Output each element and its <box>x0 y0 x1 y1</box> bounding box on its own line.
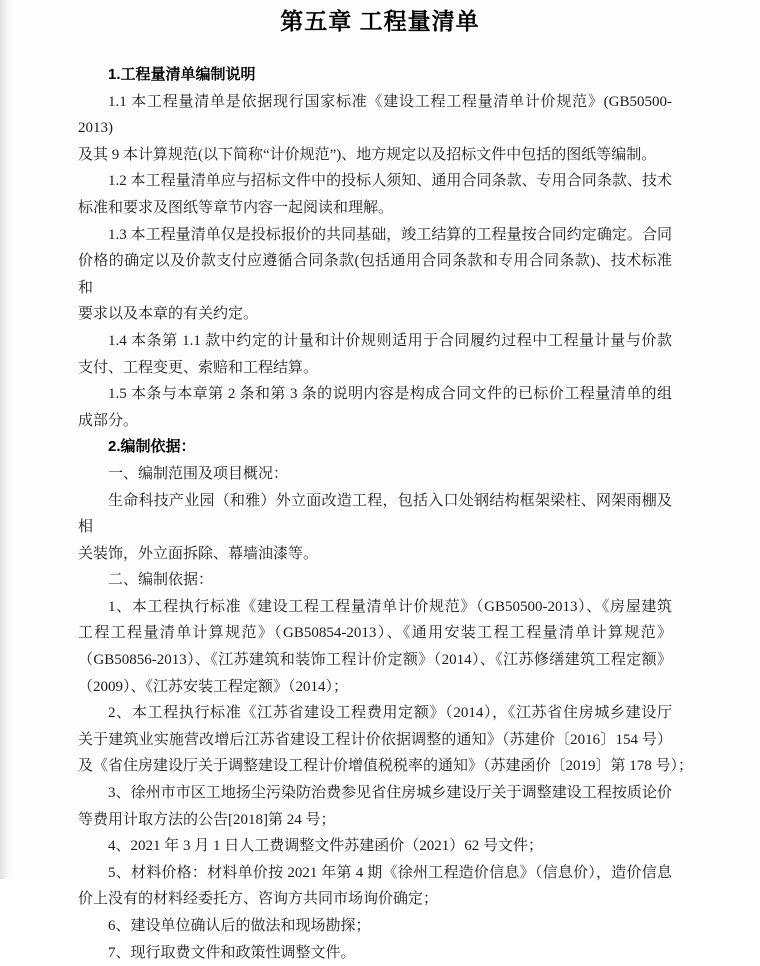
text-line: 及《省住房建设厅关于调整建设工程计价增值税税率的通知》（苏建函价〔2019〕第 178 号）； <box>78 758 694 775</box>
paragraph <box>78 89 672 169</box>
page-title: 第五章 工程量清单 <box>280 8 480 34</box>
paragraph <box>78 168 672 221</box>
text-line: 价格的确定以及价款支付应遵循合同条款(包括通用合同条款和专用合同条款)、技术标准和 <box>78 253 672 296</box>
paragraph <box>78 461 672 488</box>
text-line: 1.4 本条第 1.1 款中约定的计量和计价规则适用于合同履约过程中工程量计量与价款 <box>108 332 672 349</box>
text-line: 1.5 本条与本章第 2 条和第 3 条的说明内容是构成合同文件的已标价工程量清单的组 <box>108 386 672 403</box>
text-line: 生命科技产业园（和雅）外立面改造工程，包括入口处钢结构框架梁柱、网架雨棚及相 <box>78 492 672 536</box>
text-line: 1.3 本工程量清单仅是投标报价的共同基础，竣工结算的工程量按合同约定确定。合同 <box>108 226 672 243</box>
text-line: 工程工程量清单计算规范》（GB50854-2013）、《通用安装工程工程量清单计算规范》 <box>78 625 672 642</box>
text-line: （2009）、《江苏安装工程定额》（2014）； <box>78 678 349 695</box>
section-heading <box>78 62 672 89</box>
paragraph <box>78 381 672 434</box>
text-line: 2.编制依据： <box>108 438 196 456</box>
scan-edge-shadow <box>0 0 14 879</box>
text-line: （GB50856-2013）、《江苏建筑和装饰工程计价定额》（2014）、《江苏修缮建筑工程定额》 <box>78 652 672 669</box>
paragraph <box>78 222 672 328</box>
paragraph <box>78 780 672 833</box>
text-line: 5、材料价格：材料单价按 2021 年第 4 期《徐州工程造价信息》（信息价），造价信息 <box>108 864 672 881</box>
text-line: 要求以及本章的有关约定。 <box>78 306 259 323</box>
text-line: 3、徐州市市区工地扬尘污染防治费参见省住房城乡建设厅关于调整建设工程按质论价 <box>108 785 672 802</box>
text-line: 6、建设单位确认后的做法和现场勘探； <box>108 918 371 934</box>
text-line: 关装饰，外立面拆除、幕墙油漆等。 <box>78 545 319 562</box>
paragraph <box>78 940 672 966</box>
paragraph <box>78 328 672 381</box>
text-line: 关于建筑业实施营改增后江苏省建设工程计价依据调整的通知》（苏建价〔2016〕154 号） <box>78 731 672 748</box>
text-line: 1.2 本工程量清单应与招标文件中的投标人须知、通用合同条款、专用合同条款、技术 <box>108 173 672 190</box>
paragraph <box>78 913 672 940</box>
text-line: 标准和要求及图纸等章节内容一起阅读和理解。 <box>78 199 394 216</box>
text-line: 价上没有的材料经委托方、咨询方共同市场询价确定； <box>78 891 439 908</box>
text-line: 一、编制范围及项目概况： <box>108 465 289 482</box>
text-line: 2、本工程执行标准《江苏省建设工程费用定额》（2014），《江苏省住房城乡建设厅 <box>108 705 672 722</box>
text-line: 1、本工程执行标准《建设工程工程量清单计价规范》（GB50500-2013）、《房屋建筑 <box>108 598 672 615</box>
text-line: 4、2021 年 3 月 1 日人工费调整文件苏建函价（2021）62 号文件； <box>108 838 544 855</box>
paragraph <box>78 567 672 594</box>
text-line: 成部分。 <box>78 412 139 429</box>
paragraph <box>78 833 672 860</box>
text-line: 二、编制依据： <box>108 572 214 589</box>
paragraph <box>78 860 672 913</box>
text-line: 支付、工程变更、索赔和工程结算。 <box>78 359 319 376</box>
text-line: 等费用计取方法的公告[2018]第 24 号； <box>78 811 336 828</box>
paragraph <box>78 488 672 568</box>
text-line: 及其 9 本计算规范(以下简称“计价规范”)、地方规定以及招标文件中包括的图纸等编制。 <box>78 146 657 163</box>
section-heading <box>78 434 672 461</box>
paragraph <box>78 700 694 780</box>
text-line: 7、现行取费文件和政策性调整文件。 <box>108 944 356 961</box>
text-line: 1.工程量清单编制说明 <box>108 66 256 83</box>
text-line: 1.1 本工程量清单是依据现行国家标准《建设工程工程量清单计价规范》(GB50500-2013) <box>78 93 672 137</box>
paragraph <box>78 594 672 700</box>
document-body <box>78 62 694 966</box>
